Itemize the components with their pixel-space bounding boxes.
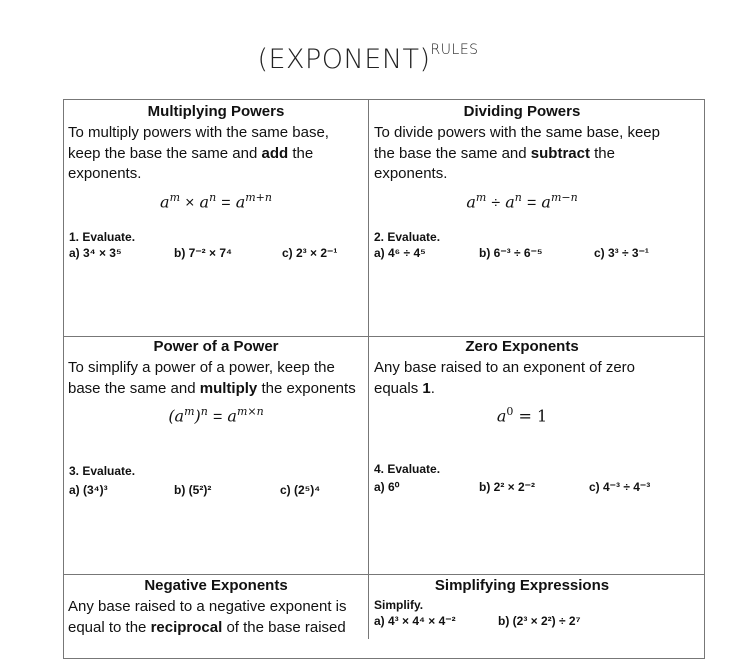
zero-exponents-cell [374,338,670,425]
grid-divider-vertical [368,99,369,639]
problem-1c: c) 2³ × 2⁻¹ [282,246,338,260]
multiplying-formula: $a^m \times a^n = a^{m+n}$ [160,190,272,211]
problem-4b: b) 2² × 2⁻² [479,480,536,494]
dividing-powers-cell [374,103,670,212]
multiplying-heading: Multiplying Powers [147,103,285,120]
title-sup: RULES [430,42,479,58]
grid-divider-row-2 [63,574,705,575]
grid-divider-row-1 [63,336,705,337]
negative-text: Any base raised to a negative exponent is equal to the reciprocal of the base raised [68,598,347,636]
problem-3c: c) (2⁵)⁴ [280,483,321,497]
problem-5a: a) 4³ × 4⁴ × 4⁻² [374,614,456,628]
problem-5b: b) (2³ × 2²) ÷ 2⁷ [498,614,581,628]
dividing-text: To divide powers with the same base, keep the base the same and subtract the exponents. [374,124,660,182]
power-of-power-cell [68,338,364,426]
simplifying-expressions-cell [374,577,670,597]
problem-4a: a) 6⁰ [374,480,400,494]
dividing-formula: $a^m \div a^n = a^{m-n}$ [466,190,578,211]
multiplying-powers-cell [68,103,364,212]
negative-heading: Negative Exponents [144,577,288,594]
problem-3a: a) (3⁴)³ [69,483,108,497]
worksheet-title [0,44,736,75]
dividing-heading: Dividing Powers [463,103,581,120]
problem-3b: b) (5²)² [174,483,212,497]
task-1: 1. Evaluate. [69,230,136,244]
zero-heading: Zero Exponents [465,338,579,355]
problem-1b: b) 7⁻² × 7⁴ [174,246,232,260]
simplifying-heading: Simplifying Expressions [434,577,610,594]
problem-4c: c) 4⁻³ ÷ 4⁻³ [589,480,651,494]
power-heading: Power of a Power [153,338,279,355]
negative-exponents-cell [68,577,364,638]
problem-1a: a) 3⁴ × 3⁵ [69,246,122,260]
problem-2a: a) 4⁶ ÷ 4⁵ [374,246,426,260]
title-main: (EXPONENT) [257,44,431,75]
task-2: 2. Evaluate. [374,230,441,244]
zero-text: Any base raised to an exponent of zero equals 1. [374,359,636,397]
problem-2c: c) 3³ ÷ 3⁻¹ [594,246,649,260]
power-formula: $(a^m)^n = a^{m\times n}$ [168,405,264,426]
zero-formula: $a^0 = 1$ [496,405,548,426]
task-4: 4. Evaluate. [374,462,441,476]
problem-2b: b) 6⁻³ ÷ 6⁻⁵ [479,246,543,260]
power-text: To simplify a power of a power, keep the base the same and multiply the exponents [68,359,356,397]
multiplying-text: To multiply powers with the same base, keep the base the same and add the exponents. [68,124,329,182]
task-3: 3. Evaluate. [69,464,136,478]
task-simplify: Simplify. [374,598,424,612]
